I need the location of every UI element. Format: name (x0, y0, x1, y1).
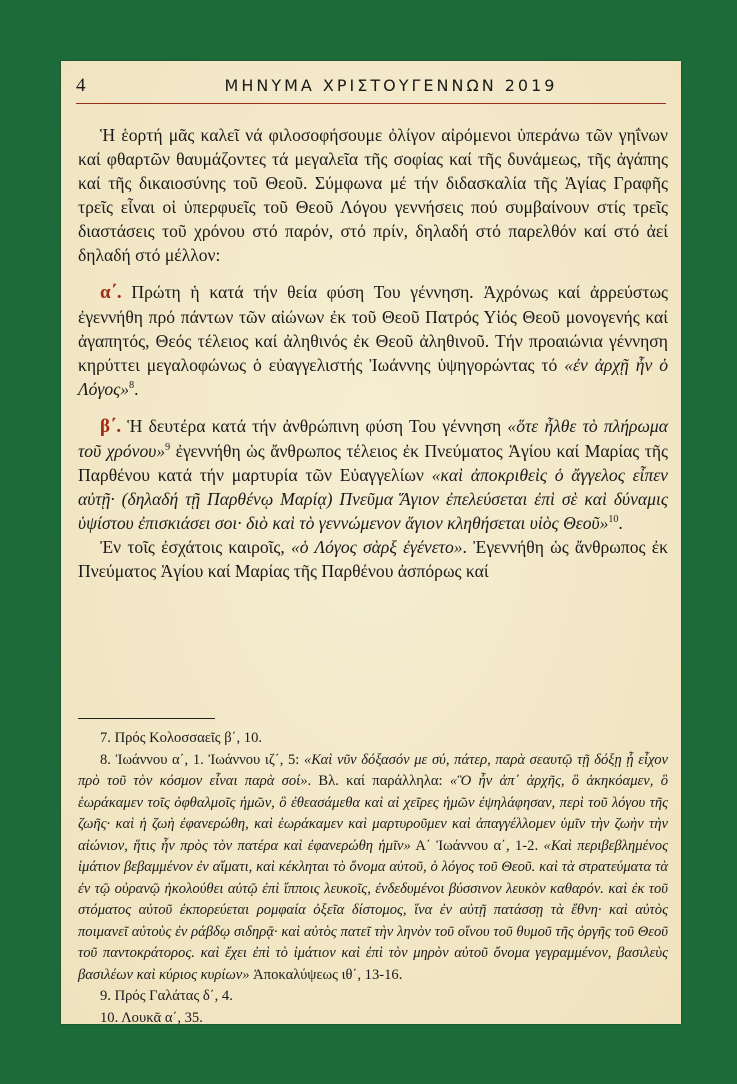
running-title: ΜΗΝΥΜΑ ΧΡΙΣΤΟΥΓΕΝΝΩΝ 2019 (224, 76, 558, 95)
footnote-divider (78, 718, 215, 719)
footnotes (78, 728, 668, 1029)
paragraph-alpha (78, 280, 668, 401)
paragraph-text: . Ἐγεννήθη ὡς ἄνθρωπος ἐκ Πνεύματος Ἁγίου καί Μαρίας τῆς Παρθένου ἀσπόρως καί (78, 537, 668, 581)
footnote-9: 9. Πρός Γαλάτας δ΄, 4. (100, 988, 233, 1004)
footnote-10: 10. Λουκᾶ α΄, 35. (100, 1009, 203, 1026)
footnote-8 (78, 750, 668, 987)
scripture-quote: «καὶ ἀποκριθεὶς ὁ ἄγγελος εἶπεν αὐτῇ· (δηλαδή τῇ Παρθένῳ Μαρίᾳ) Πνεῦμα Ἅγιον ἐπελεύσεται ἐπὶ σὲ καὶ δύναμις ὑψίστου ἐπισκιάσει σοι· διὸ καὶ τὸ γεννώμενον ἅγιον κληθήσεται υἱὸς Θεοῦ» (78, 465, 668, 533)
paragraph-beta-text: ἐγεννήθη ὡς ἄνθρωπος τέλειος ἐκ Πνεύματος Ἁγίου καί Μαρίας τῆς Παρθένου κατά τήν μαρτυρία τῶν Εὐαγγελίων (78, 441, 669, 485)
page (61, 61, 681, 1024)
footnote-text: Ἀποκαλύψεως ιθ΄, 13-16. (249, 966, 403, 983)
page-number: 4 (76, 75, 86, 96)
paragraph-alpha-text: Πρώτη ἡ κατά τήν θεία φύση Του γέννηση. Ἀχρόνως καί ἀρρεύστως ἐγεννήθη πρό πάντων τῶν αἰώνων ἐκ τοῦ Θεοῦ Πατρός Υἱός Θεοῦ μονογενής καί ἀγαπητός, Θεός τέλειος καί ἀληθινός ἐκ Θεοῦ ἀληθινοῦ. Τήν προαιώνια γέννηση κηρύττει μεγαλοφώνως ὁ εὐαγγελιστής Ἰωάννης ὑψηγορώντας τό (78, 282, 668, 375)
footnote-text: 8. Ἰωάννου α΄, 1. Ἰωάννου ιζ΄, 5: (100, 751, 304, 768)
footnote-quote: «Καὶ νῦν δόξασόν με σύ, πάτερ, παρὰ σεαυτῷ τῇ δόξῃ ᾗ εἶχον πρὸ τοῦ τὸν κόσμον εἶναι παρὰ σοί» (78, 751, 668, 789)
paragraph-beta (78, 414, 668, 535)
footnote-ref: 10 (608, 514, 619, 526)
footnote-7: 7. Πρός Κολοσσαεῖς β΄, 10. (100, 730, 263, 746)
paragraph-intro: Ἡ ἑορτή μᾶς καλεῖ νά φιλοσοφήσουμε ὀλίγον αἰρόμενοι ὑπεράνω τῶν γηΐνων καί φθαρτῶν θαυμάζοντες τά μεγαλεῖα τῆς σοφίας καί τῆς δυνάμεως, τῆς ἀγάπης καί τῆς δικαιοσύνης τοῦ Θεοῦ. Σύμφωνα μέ τήν διδασκαλία τῆς Ἁγίας Γραφῆς τρεῖς εἶναι οἱ ὑπερφυεῖς τοῦ Θεοῦ Λόγου γεννήσεις πού συμβαίνουν στίς τρεῖς διαστάσεις τοῦ χρόνου στό παρόν, στό πρίν, δηλαδή στό παρελθόν καί στό ἀεί δηλαδή στό μέλλον: (78, 125, 668, 265)
section-marker-beta: β΄. (100, 416, 122, 437)
scripture-quote: «ὅτε ἦλθε τὸ πλήρωμα τοῦ χρόνου» (78, 416, 668, 461)
footnote-text: . Βλ. καί παράλληλα: (307, 773, 450, 789)
section-marker-alpha: α΄. (100, 282, 122, 303)
footnote-text: Α΄ Ἰωάννου α΄, 1-2. (410, 837, 544, 854)
footnote-ref: 8 (129, 380, 135, 392)
paragraph-incarnation (78, 535, 668, 583)
punctuation: . (134, 379, 139, 399)
footnote-quote: «Ὃ ἦν ἀπ᾿ ἀρχῆς, ὃ ἀκηκόαμεν, ὃ ἑωράκαμεν τοῖς ὀφθαλμοῖς ἡμῶν, ὃ ἐθεασάμεθα καὶ αἱ χεῖρες ἡμῶν ἐψηλάφησαν, περὶ τοῦ λόγου τῆς ζωῆς· καὶ ἡ ζωὴ ἐφανερώθη, καὶ ἑωράκαμεν καὶ μαρτυροῦμεν καὶ ἀπαγγέλλομεν ὑμῖν τὴν ζωὴν τὴν αἰώνιον, ἥτις ἦν πρὸς τὸν πατέρα καὶ ἐφανερώθη ἡμῖν» (78, 773, 668, 854)
footnote-ref: 9 (165, 442, 171, 454)
paragraph-text: Ἐν τοῖς ἐσχάτοις καιροῖς, (100, 537, 291, 557)
paragraph-beta-text: Ἡ δευτέρα κατά τήν ἀνθρώπινη φύση Του γέννηση (121, 416, 508, 436)
footnote-quote: «Καὶ περιβεβλημένος ἱμάτιον βεβαμμένον ἐν αἵματι, καὶ κέκληται τὸ ὄνομα αὐτοῦ, ὁ λόγος τοῦ Θεοῦ. καὶ τὰ στρατεύματα τὰ ἐν τῷ οὐρανῷ ἠκολούθει αὐτῷ ἐπὶ ἵπποις λευκοῖς, ἐνδεδυμένοι βύσσινον λευκὸν καθαρόν. καὶ ἐκ τοῦ στόματος αὐτοῦ ἐκπορεύεται ρομφαία ὀξεῖα δίστομος, ἵνα ἐν αὐτῇ πατάσσῃ τὰ ἔθνη· καὶ αὐτὸς ποιμανεῖ αὐτοὺς ἐν ράβδῳ σιδηρᾷ· καὶ αὐτὸς πατεῖ τὴν ληνὸν τοῦ οἴνου τοῦ θυμοῦ τῆς ὀργῆς τοῦ Θεοῦ τοῦ παντοκράτορος. καὶ ἔχει ἐπὶ τὸ ἱμάτιον καὶ ἐπὶ τὸν μηρὸν αὐτοῦ ὄνομα γεγραμμένον, βασιλεὺς βασιλέων καὶ κύριος κυρίων» (78, 837, 669, 983)
scripture-quote: «ἐν ἀρχῇ ἦν ὁ Λόγος» (78, 355, 669, 399)
page-header (76, 71, 666, 104)
punctuation: . (618, 513, 623, 533)
main-text (78, 123, 668, 583)
scripture-quote: «ὁ Λόγος σὰρξ ἐγένετο» (290, 537, 463, 557)
